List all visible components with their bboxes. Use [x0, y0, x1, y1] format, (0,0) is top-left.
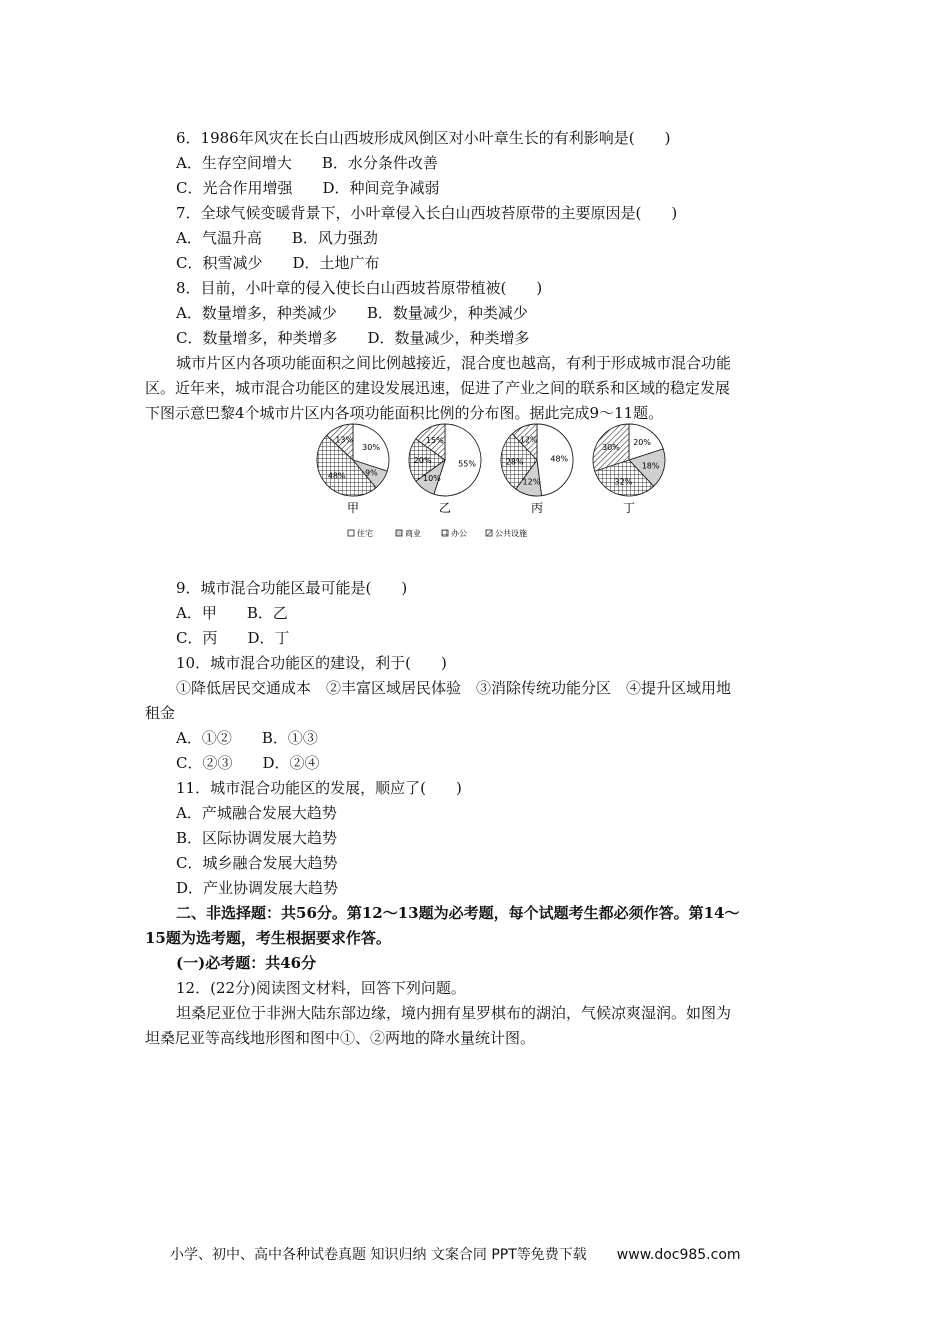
legend-label: 住宅: [357, 529, 373, 538]
pie-slice-label: 20%: [413, 456, 432, 465]
q10-stem: 10．城市混合功能区的建设，利于( ): [176, 654, 447, 672]
pie-slice-label: 9%: [365, 468, 378, 478]
q8-stem: 8．目前，小叶章的侵入使长白山西坡苔原带植被( ): [176, 279, 543, 297]
q11-option-d: D．产业协调发展大趋势: [176, 879, 339, 897]
legend-label: 商业: [405, 529, 421, 538]
q10-items-line-1: ①降低居民交通成本 ②丰富区域居民体验 ③消除传统功能分区 ④提升区域用地: [176, 679, 732, 697]
q6-options-ab: A．生存空间增大 B．水分条件改善: [176, 154, 438, 172]
legend-swatch-residential: [348, 530, 354, 536]
q11-stem: 11．城市混合功能区的发展，顺应了( ): [176, 779, 462, 797]
legend-label: 公共设施: [495, 529, 527, 538]
legend-swatch-public: [486, 530, 492, 536]
q10-items-line-2: 租金: [145, 704, 176, 722]
pie-charts-figure: [310, 418, 690, 550]
footer: [170, 1244, 741, 1264]
pie-slice-label: 55%: [458, 459, 476, 469]
section2-subheading: (一)必考题：共46分: [176, 954, 317, 972]
pie-slice-label: 48%: [550, 454, 569, 464]
q8-options-ab: A．数量增多，种类减少 B．数量减少，种类减少: [176, 304, 528, 322]
passage-line-2: 区。近年来，城市混合功能区的建设发展迅速，促进了产业之间的联系和区域的稳定发展: [145, 379, 731, 397]
pie-slice-label: 30%: [602, 442, 620, 452]
pie-slice-label: 18%: [641, 461, 660, 471]
pie-slice-label: 32%: [614, 477, 633, 487]
q11-option-a: A．产城融合发展大趋势: [176, 804, 337, 822]
pie-chart-name: 乙: [438, 501, 452, 515]
pie-chart-name: 甲: [346, 501, 360, 515]
pie-slice-label: 13%: [335, 435, 354, 445]
q12-passage-line-2: 坦桑尼亚等高线地形图和图中①、②两地的降水量统计图。: [145, 1029, 536, 1047]
q9-stem: 9．城市混合功能区最可能是( ): [176, 579, 408, 597]
section2-heading-line-1: 二、非选择题：共56分。第12～13题为必考题，每个试题考生都必须作答。第14～: [176, 904, 740, 922]
pie-slice-label: 12%: [522, 477, 541, 487]
q12-stem: 12．(22分)阅读图文材料，回答下列问题。: [176, 979, 466, 997]
pie-slice-label: 28%: [505, 457, 524, 467]
legend-label: 办公: [451, 529, 467, 538]
pie-chart-name: 丁: [622, 501, 636, 515]
q7-options-ab: A．气温升高 B．风力强劲: [176, 229, 378, 247]
section2-heading-line-2: 15题为选考题，考生根据要求作答。: [145, 929, 391, 947]
passage-line-1: 城市片区内各项功能面积之间比例越接近，混合度也越高，有利于形成城市混合功能: [176, 354, 732, 372]
q12-passage-line-1: 坦桑尼亚位于非洲大陆东部边缘，境内拥有星罗棋布的湖泊，气候凉爽湿润。如图为: [176, 1004, 732, 1022]
legend-swatch-commercial: [396, 530, 402, 536]
q7-stem: 7．全球气候变暖背景下，小叶章侵入长白山西坡苔原带的主要原因是( ): [176, 204, 678, 222]
q10-options-ab: A．①② B．①③: [176, 729, 318, 747]
q6-options-cd: C．光合作用增强 D．种间竞争减弱: [176, 179, 440, 197]
legend-swatch-office: [442, 530, 448, 536]
footer-text: 小学、初中、高中各种试卷真题 知识归纳 文案合同 PPT等免费下载: [170, 1247, 587, 1263]
pie-chart-name: 丙: [530, 501, 544, 515]
pie-slice-label: 48%: [327, 471, 346, 481]
pie-slice-label: 12%: [519, 435, 538, 445]
pie-slice-label: 15%: [425, 436, 444, 446]
q10-options-cd: C．②③ D．②④: [176, 754, 320, 772]
q9-options-ab: A．甲 B．乙: [176, 604, 288, 622]
pie-slice-label: 10%: [422, 474, 441, 484]
q7-options-cd: C．积雪减少 D．土地广布: [176, 254, 380, 272]
q8-options-cd: C．数量增多，种类增多 D．数量减少，种类增多: [176, 329, 530, 347]
q6-stem: 6．1986年风灾在长白山西坡形成风倒区对小叶章生长的有利影响是( ): [176, 129, 671, 147]
passage-line-3: 下图示意巴黎4个城市片区内各项功能面积比例的分布图。据此完成9～11题。: [145, 404, 664, 422]
footer-site-link[interactable]: www.doc985.com: [616, 1247, 741, 1263]
q11-option-c: C．城乡融合发展大趋势: [176, 854, 338, 872]
pie-slice-label: 30%: [362, 442, 380, 452]
q11-option-b: B．区际协调发展大趋势: [176, 829, 338, 847]
q9-options-cd: C．丙 D．丁: [176, 629, 290, 647]
pie-slice-label: 20%: [633, 437, 652, 447]
